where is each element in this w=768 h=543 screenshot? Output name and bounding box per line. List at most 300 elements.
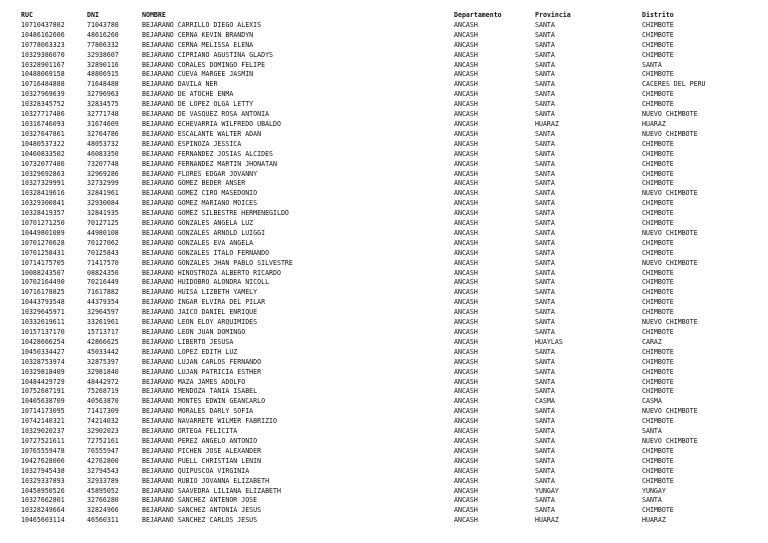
cell-departamento: ANCASH xyxy=(454,347,478,356)
cell-departamento: ANCASH xyxy=(454,417,478,426)
cell-distrito: CACERES DEL PERU xyxy=(642,80,706,89)
table-row xyxy=(0,407,768,417)
cell-dni: 32796963 xyxy=(87,90,119,99)
cell-distrito: CHIMBOTE xyxy=(642,179,674,188)
cell-distrito: YUNGAY xyxy=(642,486,666,495)
cell-ruc: 10732077486 xyxy=(21,159,65,168)
cell-departamento: ANCASH xyxy=(454,387,478,396)
cell-dni: 40563870 xyxy=(87,397,119,406)
cell-nombre: BEJARANO HINOSTROZA ALBERTO RICARDO xyxy=(142,268,281,277)
cell-departamento: ANCASH xyxy=(454,248,478,257)
cell-departamento: ANCASH xyxy=(454,328,478,336)
cell-departamento: ANCASH xyxy=(454,30,478,39)
cell-dni: 76555947 xyxy=(87,446,119,455)
table-row xyxy=(0,41,768,51)
column-header-ruc: RUC xyxy=(21,11,33,19)
cell-provincia: SANTA xyxy=(535,30,555,39)
cell-provincia: SANTA xyxy=(535,446,555,455)
cell-distrito: NUEVO CHIMBOTE xyxy=(642,407,698,416)
cell-nombre: BEJARANO LEON ELOY ARQUIMIDES xyxy=(142,318,258,327)
cell-nombre: BEJARANO DAVILA NER xyxy=(142,80,218,89)
cell-departamento: ANCASH xyxy=(454,90,478,99)
cell-provincia: SANTA xyxy=(535,347,555,356)
cell-ruc: 10488069158 xyxy=(21,70,65,79)
cell-ruc: 10332619611 xyxy=(21,318,65,327)
cell-dni: 32964597 xyxy=(87,308,119,317)
cell-departamento: ANCASH xyxy=(454,80,478,89)
cell-ruc: 10701258431 xyxy=(21,248,65,257)
cell-nombre: BEJARANO GONZALES ARNOLD LUIGGI xyxy=(142,228,266,237)
table-row xyxy=(0,467,768,477)
cell-ruc: 10450334427 xyxy=(21,347,65,356)
cell-provincia: SANTA xyxy=(535,496,555,505)
cell-departamento: ANCASH xyxy=(454,407,478,416)
cell-ruc: 10327647861 xyxy=(21,129,65,138)
cell-ruc: 10329337893 xyxy=(21,476,65,485)
cell-distrito: CHIMBOTE xyxy=(642,40,674,49)
cell-provincia: SANTA xyxy=(535,417,555,426)
cell-provincia: SANTA xyxy=(535,100,555,109)
table-row xyxy=(0,259,768,269)
cell-ruc: 10327329991 xyxy=(21,179,65,188)
cell-dni: 44980108 xyxy=(87,228,119,237)
cell-ruc: 10449801089 xyxy=(21,228,65,237)
table-row xyxy=(0,278,768,288)
cell-distrito: CHIMBOTE xyxy=(642,20,674,29)
table-row xyxy=(0,397,768,407)
table-row xyxy=(0,219,768,229)
table-row xyxy=(0,51,768,61)
cell-provincia: SANTA xyxy=(535,80,555,89)
cell-departamento: ANCASH xyxy=(454,397,478,406)
cell-departamento: ANCASH xyxy=(454,149,478,158)
cell-ruc: 10465603114 xyxy=(21,516,65,525)
cell-provincia: SANTA xyxy=(535,466,555,475)
cell-nombre: BEJARANO HUIDOBRO ALONDRA NICOLL xyxy=(142,278,270,287)
cell-departamento: ANCASH xyxy=(454,179,478,188)
cell-provincia: SANTA xyxy=(535,476,555,485)
cell-distrito: CHIMBOTE xyxy=(642,50,674,59)
cell-provincia: SANTA xyxy=(535,357,555,366)
cell-nombre: BEJARANO DE VASQUEZ ROSA ANTONIA xyxy=(142,110,270,119)
table-row xyxy=(0,318,768,328)
cell-nombre: BEJARANO FERNANDEZ MARTIN JHONATAN xyxy=(142,159,277,168)
cell-ruc: 10157137170 xyxy=(21,328,65,336)
cell-ruc: 10327945438 xyxy=(21,466,65,475)
cell-dni: 71043780 xyxy=(87,20,119,29)
table-row xyxy=(0,249,768,259)
cell-distrito: CHIMBOTE xyxy=(642,328,674,336)
cell-dni: 46560311 xyxy=(87,516,119,525)
cell-provincia: SANTA xyxy=(535,407,555,416)
cell-ruc: 10329645971 xyxy=(21,308,65,317)
cell-provincia: SANTA xyxy=(535,110,555,119)
cell-distrito: NUEVO CHIMBOTE xyxy=(642,110,698,119)
cell-nombre: BEJARANO RUBIO JOVANNA ELIZABETH xyxy=(142,476,270,485)
cell-distrito: CHIMBOTE xyxy=(642,30,674,39)
cell-dni: 44379354 xyxy=(87,298,119,307)
cell-dni: 70125843 xyxy=(87,248,119,257)
table-row xyxy=(0,358,768,368)
cell-dni: 42762800 xyxy=(87,456,119,465)
cell-departamento: ANCASH xyxy=(454,446,478,455)
cell-departamento: ANCASH xyxy=(454,199,478,208)
cell-provincia: CASMA xyxy=(535,397,555,406)
cell-departamento: ANCASH xyxy=(454,169,478,178)
cell-provincia: SANTA xyxy=(535,169,555,178)
table-body xyxy=(0,21,768,526)
table-row xyxy=(0,288,768,298)
cell-nombre: BEJARANO LUJAN PATRICIA ESTHER xyxy=(142,367,262,376)
cell-dni: 32824966 xyxy=(87,506,119,515)
cell-distrito: CHIMBOTE xyxy=(642,90,674,99)
cell-dni: 32732999 xyxy=(87,179,119,188)
table-row xyxy=(0,308,768,318)
table-row xyxy=(0,328,768,338)
cell-nombre: BEJARANO NAVARRETE WILMER FABRIZIO xyxy=(142,417,277,426)
cell-dni: 70216449 xyxy=(87,278,119,287)
cell-provincia: SANTA xyxy=(535,149,555,158)
table-row xyxy=(0,61,768,71)
cell-dni: 71417570 xyxy=(87,258,119,267)
cell-nombre: BEJARANO DE ATOCHE ENMA xyxy=(142,90,234,99)
cell-departamento: ANCASH xyxy=(454,268,478,277)
cell-departamento: ANCASH xyxy=(454,337,478,346)
cell-dni: 32938607 xyxy=(87,50,119,59)
cell-provincia: YUNGAY xyxy=(535,486,559,495)
cell-departamento: ANCASH xyxy=(454,119,478,128)
cell-dni: 42866625 xyxy=(87,337,119,346)
cell-provincia: HUAYLAS xyxy=(535,337,563,346)
cell-distrito: SANTA xyxy=(642,496,662,505)
cell-distrito: CHIMBOTE xyxy=(642,417,674,426)
table-row xyxy=(0,130,768,140)
cell-ruc: 10088243507 xyxy=(21,268,65,277)
cell-distrito: CHIMBOTE xyxy=(642,446,674,455)
cell-provincia: SANTA xyxy=(535,268,555,277)
cell-distrito: NUEVO CHIMBOTE xyxy=(642,258,698,267)
cell-ruc: 10716178825 xyxy=(21,288,65,297)
cell-nombre: BEJARANO CARRILLO DIEGO ALEXIS xyxy=(142,20,262,29)
cell-dni: 73207748 xyxy=(87,159,119,168)
cell-nombre: BEJARANO ESPINOZA JESSICA xyxy=(142,139,242,148)
cell-dni: 46083350 xyxy=(87,149,119,158)
cell-dni: 71648488 xyxy=(87,80,119,89)
cell-distrito: CHIMBOTE xyxy=(642,238,674,247)
cell-provincia: SANTA xyxy=(535,377,555,386)
cell-distrito: CHIMBOTE xyxy=(642,308,674,317)
cell-dni: 32794543 xyxy=(87,466,119,475)
cell-dni: 48442972 xyxy=(87,377,119,386)
cell-ruc: 10765559478 xyxy=(21,446,65,455)
cell-dni: 32771748 xyxy=(87,110,119,119)
cell-distrito: CHIMBOTE xyxy=(642,506,674,515)
table-row xyxy=(0,368,768,378)
cell-distrito: CHIMBOTE xyxy=(642,209,674,218)
cell-provincia: SANTA xyxy=(535,70,555,79)
cell-ruc: 10316746093 xyxy=(21,119,65,128)
table-row xyxy=(0,189,768,199)
cell-distrito: HUARAZ xyxy=(642,119,666,128)
cell-dni: 32841935 xyxy=(87,209,119,218)
cell-nombre: BEJARANO DE LOPEZ OLGA LETTY xyxy=(142,100,254,109)
cell-provincia: SANTA xyxy=(535,308,555,317)
cell-nombre: BEJARANO CUEVA MARGEE JASMIN xyxy=(142,70,254,79)
table-row xyxy=(0,199,768,209)
cell-nombre: BEJARANO QUIPUSCOA VIRGINIA xyxy=(142,466,250,475)
cell-dni: 31674609 xyxy=(87,119,119,128)
cell-distrito: HUARAZ xyxy=(642,516,666,525)
cell-nombre: BEJARANO GONZALES ITALO FERNANDO xyxy=(142,248,270,257)
cell-nombre: BEJARANO GOMEZ CIRO MASEDONIO xyxy=(142,189,258,198)
cell-nombre: BEJARANO SANCHEZ ANTONIA JESUS xyxy=(142,506,262,515)
cell-provincia: SANTA xyxy=(535,139,555,148)
cell-departamento: ANCASH xyxy=(454,377,478,386)
cell-ruc: 10486162606 xyxy=(21,30,65,39)
cell-dni: 32930084 xyxy=(87,199,119,208)
cell-dni: 32890116 xyxy=(87,60,119,69)
cell-dni: 15713717 xyxy=(87,328,119,336)
column-header-provincia: Provincia xyxy=(535,11,571,19)
cell-departamento: ANCASH xyxy=(454,466,478,475)
cell-distrito: CHIMBOTE xyxy=(642,100,674,109)
cell-ruc: 10327717486 xyxy=(21,110,65,119)
column-header-nombre: NOMBRE xyxy=(142,11,166,19)
table-row xyxy=(0,179,768,189)
cell-ruc: 10714175705 xyxy=(21,258,65,267)
cell-ruc: 10328419357 xyxy=(21,209,65,218)
cell-distrito: CARAZ xyxy=(642,337,662,346)
cell-nombre: BEJARANO CIPRIANO AGUSTINA GLADYS xyxy=(142,50,274,59)
cell-distrito: SANTA xyxy=(642,427,662,436)
table-row xyxy=(0,120,768,130)
cell-nombre: BEJARANO JAICO DANIEL ENRIQUE xyxy=(142,308,258,317)
table-row xyxy=(0,269,768,279)
cell-distrito: SANTA xyxy=(642,60,662,69)
cell-nombre: BEJARANO PICHEN JOSE ALEXANDER xyxy=(142,446,262,455)
cell-provincia: SANTA xyxy=(535,189,555,198)
cell-provincia: SANTA xyxy=(535,20,555,29)
cell-nombre: BEJARANO ESCALANTE WALTER ADAN xyxy=(142,129,262,138)
cell-nombre: BEJARANO GONZALES JHAN PABLO SILVESTRE xyxy=(142,258,293,267)
cell-provincia: SANTA xyxy=(535,298,555,307)
cell-distrito: CHIMBOTE xyxy=(642,347,674,356)
cell-ruc: 10329692863 xyxy=(21,169,65,178)
cell-provincia: SANTA xyxy=(535,427,555,436)
cell-nombre: BEJARANO MAZA JAMES ADOLFO xyxy=(142,377,246,386)
cell-distrito: NUEVO CHIMBOTE xyxy=(642,189,698,198)
cell-departamento: ANCASH xyxy=(454,129,478,138)
table-row xyxy=(0,150,768,160)
table-row xyxy=(0,457,768,467)
cell-dni: 74214032 xyxy=(87,417,119,426)
table-row xyxy=(0,70,768,80)
cell-distrito: CHIMBOTE xyxy=(642,387,674,396)
cell-distrito: CHIMBOTE xyxy=(642,139,674,148)
cell-nombre: BEJARANO PEREZ ANGELO ANTONIO xyxy=(142,436,258,445)
cell-ruc: 10329386070 xyxy=(21,50,65,59)
column-header-dni: DNI xyxy=(87,11,99,19)
cell-provincia: SANTA xyxy=(535,318,555,327)
cell-distrito: CHIMBOTE xyxy=(642,456,674,465)
cell-departamento: ANCASH xyxy=(454,456,478,465)
cell-departamento: ANCASH xyxy=(454,20,478,29)
cell-nombre: BEJARANO CORALES DOMINGO FELIPE xyxy=(142,60,266,69)
cell-departamento: ANCASH xyxy=(454,308,478,317)
table-row xyxy=(0,516,768,526)
cell-distrito: CHIMBOTE xyxy=(642,466,674,475)
cell-nombre: BEJARANO LOPEZ EDITH LUZ xyxy=(142,347,238,356)
cell-ruc: 10329020237 xyxy=(21,427,65,436)
table-row xyxy=(0,437,768,447)
cell-nombre: BEJARANO FERNANDEZ JOSIAS ALCIDES xyxy=(142,149,274,158)
cell-ruc: 10480537322 xyxy=(21,139,65,148)
cell-distrito: CHIMBOTE xyxy=(642,169,674,178)
cell-nombre: BEJARANO HUISA LIZBETH YAMELY xyxy=(142,288,258,297)
cell-nombre: BEJARANO LIBERTO JESUSA xyxy=(142,337,234,346)
cell-departamento: ANCASH xyxy=(454,486,478,495)
cell-distrito: CHIMBOTE xyxy=(642,70,674,79)
cell-distrito: CHIMBOTE xyxy=(642,159,674,168)
cell-distrito: NUEVO CHIMBOTE xyxy=(642,318,698,327)
table-row xyxy=(0,506,768,516)
table-row xyxy=(0,338,768,348)
cell-distrito: CASMA xyxy=(642,397,662,406)
cell-dni: 70127062 xyxy=(87,238,119,247)
table-row xyxy=(0,487,768,497)
cell-ruc: 10458950526 xyxy=(21,486,65,495)
cell-dni: 71617882 xyxy=(87,288,119,297)
cell-nombre: BEJARANO MORALES DARLY SOFIA xyxy=(142,407,254,416)
cell-provincia: SANTA xyxy=(535,228,555,237)
cell-dni: 32766280 xyxy=(87,496,119,505)
cell-dni: 48053732 xyxy=(87,139,119,148)
cell-dni: 71417309 xyxy=(87,407,119,416)
cell-provincia: SANTA xyxy=(535,328,555,336)
cell-dni: 32902023 xyxy=(87,427,119,436)
cell-ruc: 10329300841 xyxy=(21,199,65,208)
cell-ruc: 10710437802 xyxy=(21,20,65,29)
cell-departamento: ANCASH xyxy=(454,357,478,366)
cell-departamento: ANCASH xyxy=(454,427,478,436)
cell-provincia: SANTA xyxy=(535,90,555,99)
cell-dni: 32834575 xyxy=(87,100,119,109)
cell-provincia: SANTA xyxy=(535,387,555,396)
cell-departamento: ANCASH xyxy=(454,70,478,79)
cell-departamento: ANCASH xyxy=(454,219,478,228)
cell-distrito: CHIMBOTE xyxy=(642,288,674,297)
cell-nombre: BEJARANO GOMEZ SILBESTRE HERMENEGILDO xyxy=(142,209,289,218)
cell-dni: 75268719 xyxy=(87,387,119,396)
cell-provincia: SANTA xyxy=(535,506,555,515)
cell-ruc: 10714173095 xyxy=(21,407,65,416)
cell-provincia: SANTA xyxy=(535,129,555,138)
table-row xyxy=(0,417,768,427)
cell-nombre: BEJARANO LEON JUAN DOMINGO xyxy=(142,328,246,336)
cell-distrito: CHIMBOTE xyxy=(642,248,674,257)
cell-provincia: HUARAZ xyxy=(535,119,559,128)
cell-ruc: 10327969639 xyxy=(21,90,65,99)
cell-provincia: SANTA xyxy=(535,238,555,247)
cell-departamento: ANCASH xyxy=(454,278,478,287)
cell-nombre: BEJARANO SAAVEDRA LILIANA ELIZABETH xyxy=(142,486,281,495)
cell-provincia: SANTA xyxy=(535,436,555,445)
cell-departamento: ANCASH xyxy=(454,209,478,218)
cell-nombre: BEJARANO GONZALES ANGELA LUZ xyxy=(142,219,254,228)
table-row xyxy=(0,80,768,90)
cell-departamento: ANCASH xyxy=(454,50,478,59)
cell-nombre: BEJARANO ECHEVARRIA WILFREDO UBALDO xyxy=(142,119,281,128)
cell-departamento: ANCASH xyxy=(454,228,478,237)
cell-distrito: CHIMBOTE xyxy=(642,377,674,386)
cell-nombre: BEJARANO SANCHEZ CARLOS JESUS xyxy=(142,516,258,525)
column-header-departamento: Departamento xyxy=(454,11,502,19)
table-row xyxy=(0,496,768,506)
cell-ruc: 10778063323 xyxy=(21,40,65,49)
cell-nombre: BEJARANO FLORES EDGAR JOVANNY xyxy=(142,169,258,178)
table-row xyxy=(0,239,768,249)
cell-distrito: NUEVO CHIMBOTE xyxy=(642,228,698,237)
cell-dni: 45033442 xyxy=(87,347,119,356)
cell-provincia: HUARAZ xyxy=(535,516,559,525)
cell-ruc: 10328345752 xyxy=(21,100,65,109)
cell-dni: 32981840 xyxy=(87,367,119,376)
cell-provincia: SANTA xyxy=(535,60,555,69)
cell-nombre: BEJARANO ORTEGA FELICITA xyxy=(142,427,238,436)
table-row xyxy=(0,298,768,308)
table-row xyxy=(0,160,768,170)
cell-dni: 32969286 xyxy=(87,169,119,178)
cell-dni: 70127125 xyxy=(87,219,119,228)
cell-ruc: 10701271250 xyxy=(21,219,65,228)
column-header-distrito: Distrito xyxy=(642,11,674,19)
table-row xyxy=(0,209,768,219)
cell-ruc: 10727521611 xyxy=(21,436,65,445)
cell-departamento: ANCASH xyxy=(454,298,478,307)
cell-nombre: BEJARANO MONTES EDWIN GEANCARLO xyxy=(142,397,266,406)
cell-provincia: SANTA xyxy=(535,288,555,297)
cell-departamento: ANCASH xyxy=(454,436,478,445)
cell-ruc: 10328901167 xyxy=(21,60,65,69)
cell-provincia: SANTA xyxy=(535,179,555,188)
table-row xyxy=(0,427,768,437)
cell-provincia: SANTA xyxy=(535,248,555,257)
cell-distrito: CHIMBOTE xyxy=(642,476,674,485)
cell-nombre: BEJARANO GOMEZ BEDER ANSER xyxy=(142,179,246,188)
cell-nombre: BEJARANO SANCHEZ ANTENOR JOSE xyxy=(142,496,258,505)
cell-ruc: 10329818409 xyxy=(21,367,65,376)
cell-dni: 72752161 xyxy=(87,436,119,445)
cell-provincia: SANTA xyxy=(535,199,555,208)
cell-distrito: CHIMBOTE xyxy=(642,357,674,366)
cell-dni: 45895052 xyxy=(87,486,119,495)
cell-provincia: SANTA xyxy=(535,209,555,218)
cell-ruc: 10328249664 xyxy=(21,506,65,515)
cell-departamento: ANCASH xyxy=(454,516,478,525)
cell-departamento: ANCASH xyxy=(454,40,478,49)
cell-departamento: ANCASH xyxy=(454,100,478,109)
cell-nombre: BEJARANO CERNA KEVIN BRANDYN xyxy=(142,30,254,39)
cell-departamento: ANCASH xyxy=(454,238,478,247)
table-row xyxy=(0,110,768,120)
table-row xyxy=(0,170,768,180)
table-row xyxy=(0,21,768,31)
cell-nombre: BEJARANO INGAR ELVIRA DEL PILAR xyxy=(142,298,266,307)
cell-dni: 32841961 xyxy=(87,189,119,198)
cell-dni: 08824350 xyxy=(87,268,119,277)
cell-distrito: CHIMBOTE xyxy=(642,149,674,158)
cell-nombre: BEJARANO PUELL CHRISTIAN LENIN xyxy=(142,456,262,465)
